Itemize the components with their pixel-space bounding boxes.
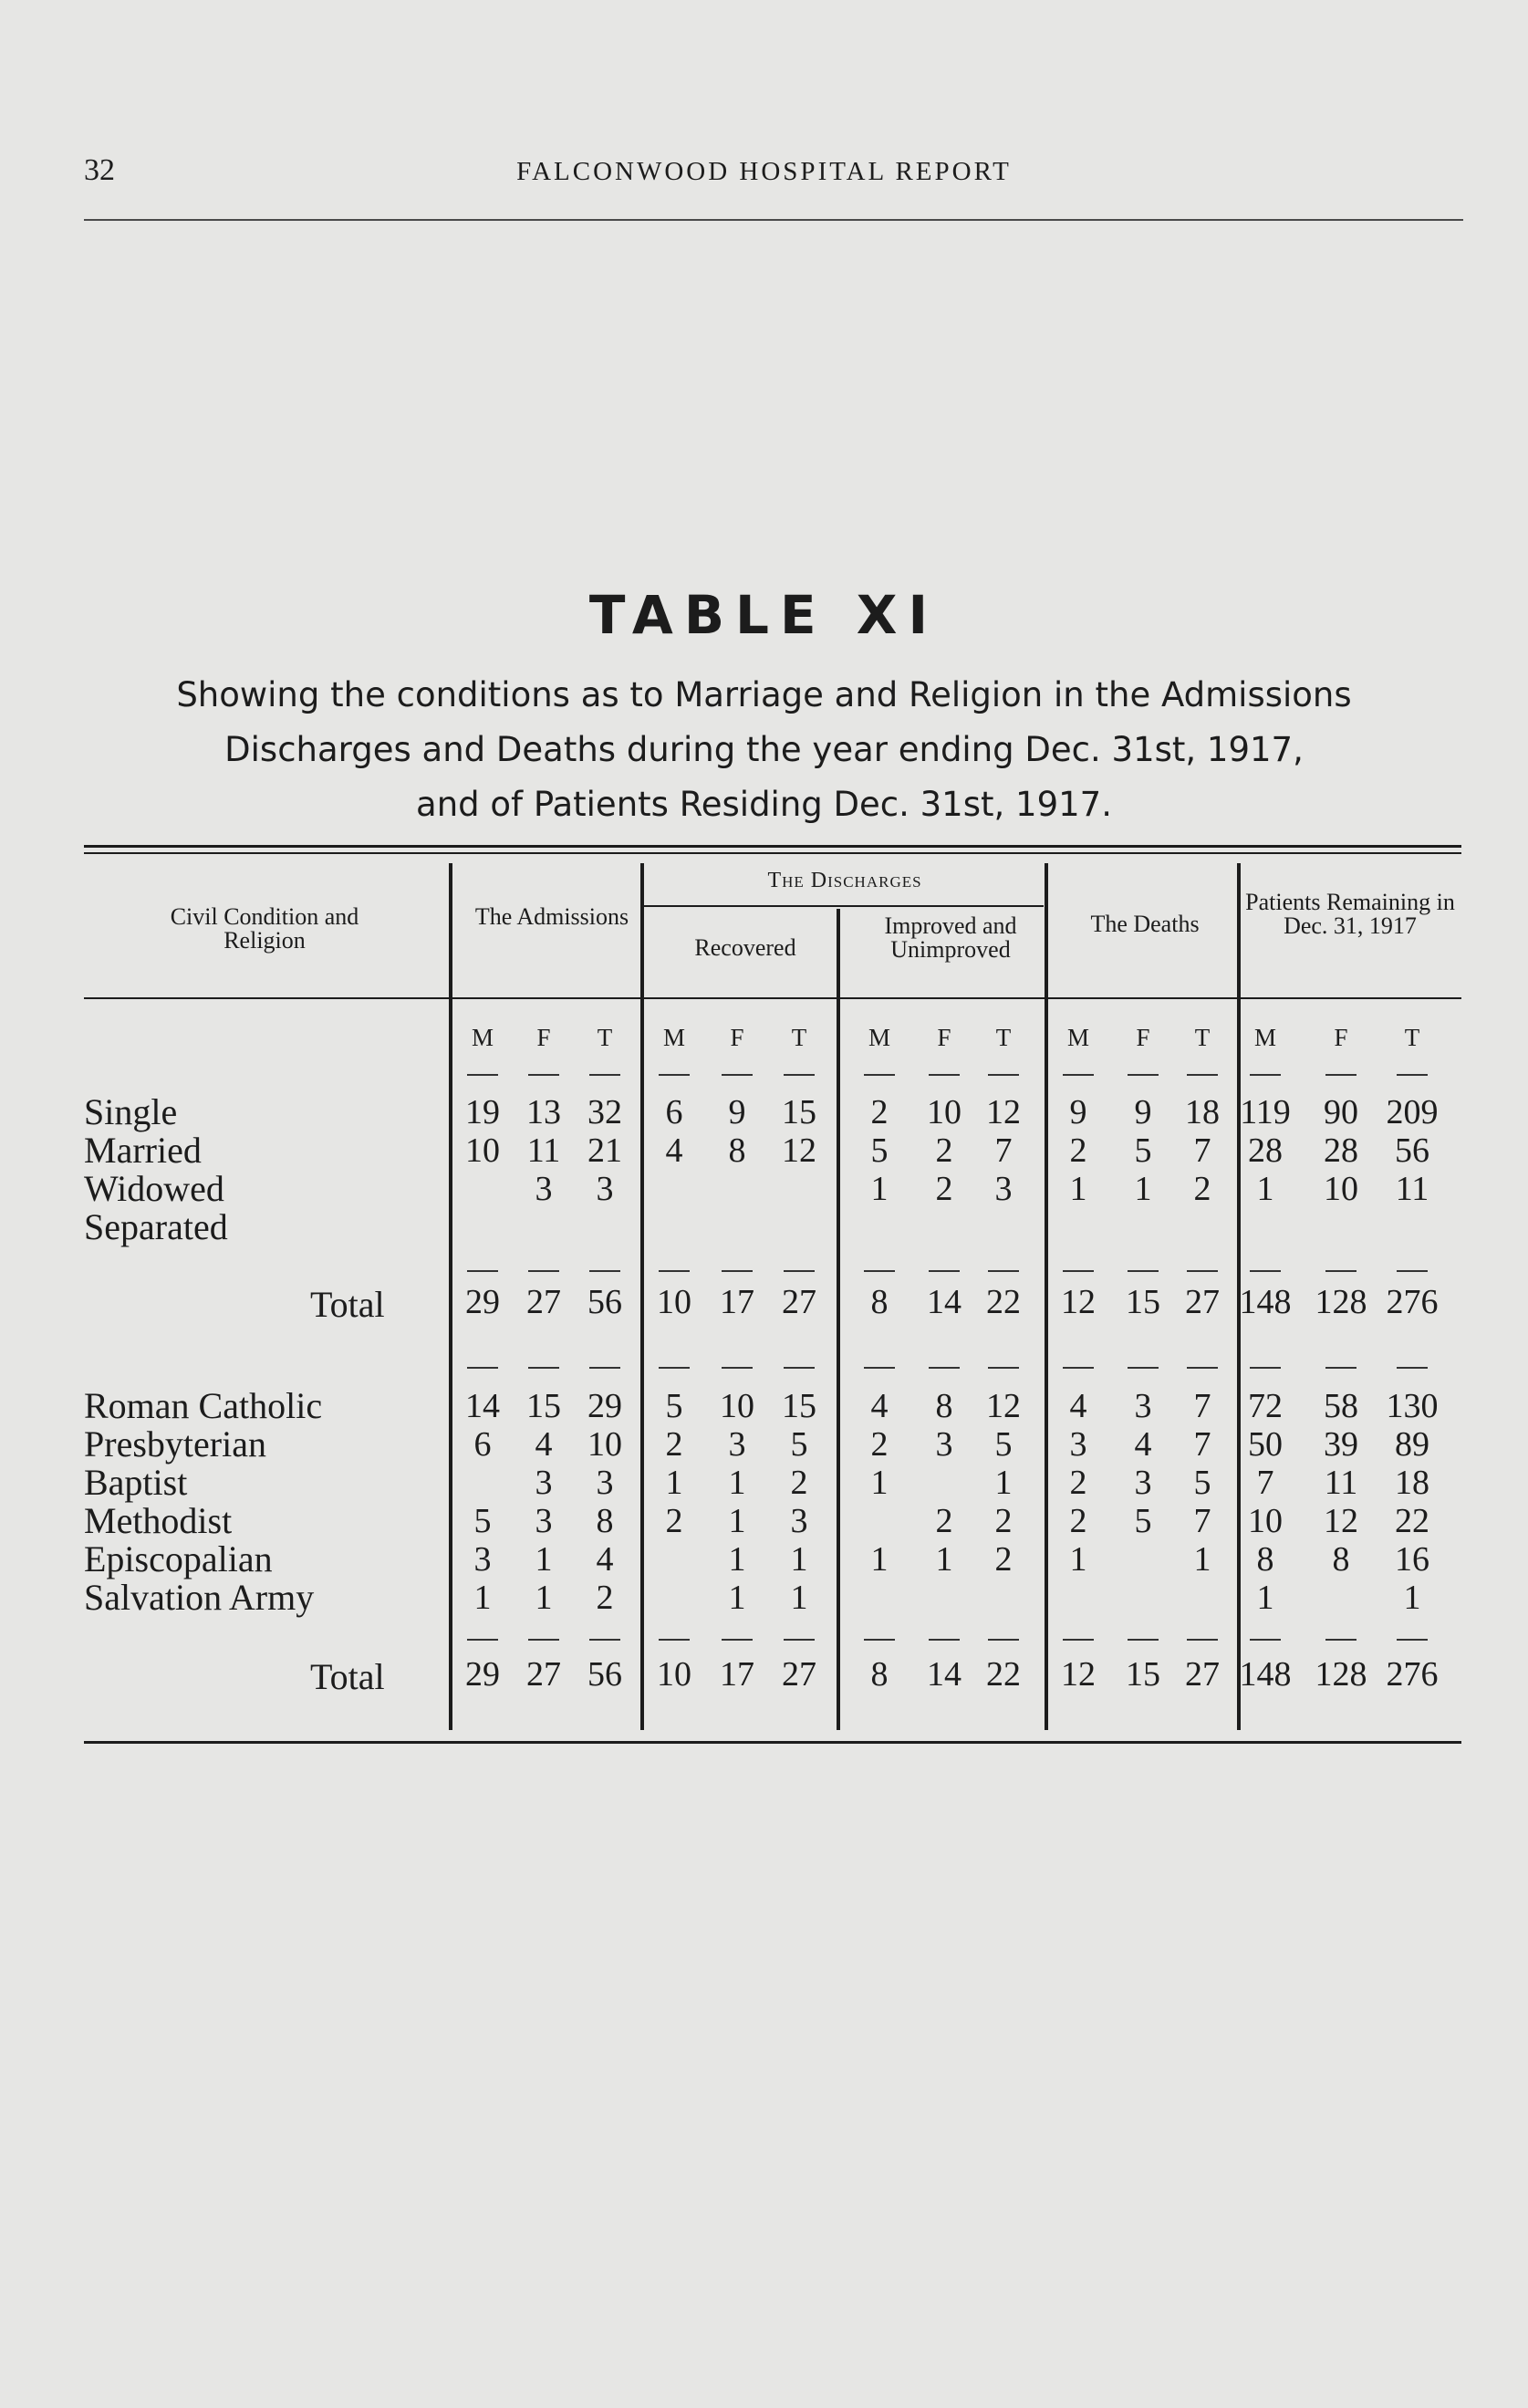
total-cell: 17 <box>720 1283 754 1321</box>
table-cell: 6 <box>665 1093 683 1131</box>
separator-dash <box>467 1074 498 1076</box>
table-cell: 3 <box>596 1464 614 1502</box>
separator-dash <box>467 1270 498 1272</box>
table-cell: 3 <box>1134 1387 1152 1425</box>
separator-dash <box>1325 1270 1356 1272</box>
table-cell: 1 <box>1069 1170 1087 1208</box>
separator-dash <box>528 1367 559 1369</box>
table-cell: 2 <box>994 1502 1013 1540</box>
table-cell: 29 <box>587 1387 622 1425</box>
total-cell: 10 <box>657 1283 691 1321</box>
table-cell: 10 <box>1248 1502 1283 1540</box>
header-deaths: The Deaths <box>1090 911 1200 937</box>
page-number: 32 <box>84 153 115 187</box>
table-cell: 1 <box>1256 1579 1274 1617</box>
table-cell: 13 <box>526 1093 561 1131</box>
table-cell: 89 <box>1395 1425 1429 1464</box>
separator-dash <box>1128 1367 1159 1369</box>
table-cell: 7 <box>1193 1425 1211 1464</box>
sub-header-f: F <box>1136 1024 1150 1051</box>
table-cell: 1 <box>535 1579 553 1617</box>
table-cell: 8 <box>1256 1540 1274 1579</box>
table-cell: 15 <box>526 1387 561 1425</box>
table-cell: 8 <box>596 1502 614 1540</box>
table-cell: 7 <box>1256 1464 1274 1502</box>
subtitle-line-3: and of Patients Residing Dec. 31st, 1917. <box>416 785 1112 824</box>
row-label: Episcopalian <box>84 1538 273 1579</box>
sub-header-f: F <box>937 1024 951 1051</box>
table-cell: 1 <box>1134 1170 1152 1208</box>
table-cell: 8 <box>1332 1540 1350 1579</box>
row-label: Widowed <box>84 1168 224 1209</box>
separator-dash <box>1250 1367 1281 1369</box>
sub-header-t: T <box>597 1024 613 1051</box>
sub-header-m: M <box>1066 1024 1089 1051</box>
separator-dash <box>1063 1074 1094 1076</box>
separator-dash <box>929 1270 960 1272</box>
separator-dash <box>1325 1074 1356 1076</box>
total-cell: 14 <box>927 1283 961 1321</box>
total-cell: 27 <box>526 1655 561 1694</box>
total-cell: 12 <box>1061 1283 1096 1321</box>
table-title: TABLE XI <box>588 584 940 646</box>
sub-header-t: T <box>1194 1024 1211 1051</box>
total-cell: 15 <box>1126 1283 1160 1321</box>
table-cell: 4 <box>535 1425 553 1464</box>
separator-dash <box>1187 1270 1218 1272</box>
separator-dash <box>659 1367 690 1369</box>
row-label: Single <box>84 1091 178 1132</box>
separator-dash <box>988 1074 1019 1076</box>
separator-dash <box>988 1367 1019 1369</box>
sub-header-f: F <box>1334 1024 1348 1051</box>
table-cell: 3 <box>1069 1425 1087 1464</box>
table-cell: 7 <box>994 1131 1013 1170</box>
table-cell: 11 <box>1395 1170 1429 1208</box>
table-cell: 2 <box>790 1464 808 1502</box>
table-cell: 2 <box>935 1502 953 1540</box>
table-cell: 7 <box>1193 1387 1211 1425</box>
header-bottom-rule <box>84 997 1461 999</box>
table-cell: 209 <box>1386 1093 1439 1131</box>
table-cell: 28 <box>1248 1131 1283 1170</box>
separator-dash <box>1397 1639 1428 1641</box>
table-cell: 3 <box>596 1170 614 1208</box>
table-cell: 2 <box>870 1093 889 1131</box>
table-cell: 4 <box>596 1540 614 1579</box>
separator-dash <box>1128 1270 1159 1272</box>
running-title: FALCONWOOD HOSPITAL REPORT <box>516 157 1012 186</box>
table-cell: 8 <box>935 1387 953 1425</box>
table-cell: 10 <box>1324 1170 1358 1208</box>
separator-dash <box>589 1367 620 1369</box>
table-cell: 2 <box>596 1579 614 1617</box>
separator-dash <box>1128 1074 1159 1076</box>
table-cell: 3 <box>935 1425 953 1464</box>
table-cell: 1 <box>728 1579 746 1617</box>
table-cell: 10 <box>720 1387 754 1425</box>
table-cell: 1 <box>473 1579 492 1617</box>
table-cell: 4 <box>1134 1425 1152 1464</box>
separator-dash <box>528 1270 559 1272</box>
table-cell: 2 <box>935 1131 953 1170</box>
table-cell: 130 <box>1386 1387 1439 1425</box>
total-cell: 27 <box>782 1283 816 1321</box>
separator-dash <box>988 1270 1019 1272</box>
separator-dash <box>1397 1367 1428 1369</box>
total-cell: 22 <box>986 1655 1021 1694</box>
table-cell: 4 <box>870 1387 889 1425</box>
table-cell: 58 <box>1324 1387 1358 1425</box>
separator-dash <box>988 1639 1019 1641</box>
table-cell: 5 <box>790 1425 808 1464</box>
separator-dash <box>589 1639 620 1641</box>
row-label: Separated <box>84 1206 228 1247</box>
total-cell: 27 <box>1185 1655 1220 1694</box>
table-cell: 56 <box>1395 1131 1429 1170</box>
separator-dash <box>659 1639 690 1641</box>
separator-dash <box>784 1367 815 1369</box>
total-cell: 27 <box>1185 1283 1220 1321</box>
total-label: Total <box>310 1284 385 1325</box>
separator-dash <box>864 1270 895 1272</box>
table-cell: 8 <box>728 1131 746 1170</box>
table-cell: 4 <box>1069 1387 1087 1425</box>
table-cell: 7 <box>1193 1131 1211 1170</box>
row-label: Presbyterian <box>84 1423 266 1465</box>
separator-dash <box>1063 1639 1094 1641</box>
sub-header-t: T <box>791 1024 807 1051</box>
total-cell: 12 <box>1061 1655 1096 1694</box>
total-cell: 14 <box>927 1655 961 1694</box>
separator-dash <box>528 1074 559 1076</box>
table-cell: 12 <box>782 1131 816 1170</box>
table-cell: 39 <box>1324 1425 1358 1464</box>
total-cell: 148 <box>1239 1283 1292 1321</box>
separator-dash <box>1325 1639 1356 1641</box>
sub-header-t: T <box>995 1024 1012 1051</box>
separator-dash <box>929 1639 960 1641</box>
total-cell: 15 <box>1126 1655 1160 1694</box>
table-cell: 1 <box>1403 1579 1421 1617</box>
separator-dash <box>1250 1639 1281 1641</box>
sub-header-t: T <box>1404 1024 1420 1051</box>
separator-dash <box>1063 1270 1094 1272</box>
header-improved: Improved and Unimproved <box>884 912 1017 963</box>
row-label: Salvation Army <box>84 1577 315 1618</box>
header-recovered: Recovered <box>694 934 796 961</box>
table-cell: 11 <box>1324 1464 1358 1502</box>
table-cell: 90 <box>1324 1093 1358 1131</box>
table-cell: 9 <box>1134 1093 1152 1131</box>
table-cell: 3 <box>1134 1464 1152 1502</box>
separator-dash <box>1250 1074 1281 1076</box>
separator-dash <box>467 1367 498 1369</box>
separator-dash <box>784 1074 815 1076</box>
table-cell: 12 <box>986 1387 1021 1425</box>
separator-dash <box>784 1639 815 1641</box>
table-cell: 1 <box>935 1540 953 1579</box>
total-cell: 56 <box>587 1655 622 1694</box>
separator-dash <box>1187 1074 1218 1076</box>
separator-dash <box>864 1367 895 1369</box>
separator-dash <box>722 1270 753 1272</box>
separator-dash <box>784 1270 815 1272</box>
row-label: Baptist <box>84 1462 188 1503</box>
table-cell: 1 <box>870 1170 889 1208</box>
sub-header-m: M <box>1253 1024 1276 1051</box>
table-cell: 3 <box>790 1502 808 1540</box>
discharges-rule <box>642 905 1044 907</box>
table-cell: 28 <box>1324 1131 1358 1170</box>
separator-dash <box>864 1074 895 1076</box>
table-cell: 11 <box>526 1131 561 1170</box>
table-cell: 1 <box>728 1464 746 1502</box>
separator-dash <box>1187 1367 1218 1369</box>
separator-dash <box>722 1367 753 1369</box>
total-cell: 128 <box>1315 1655 1367 1694</box>
total-cell: 8 <box>870 1655 889 1694</box>
header-rule <box>84 219 1463 221</box>
table-cell: 3 <box>473 1540 492 1579</box>
table-cell: 2 <box>1069 1131 1087 1170</box>
subtitle-line-1: Showing the conditions as to Marriage and Religion in the Admissions <box>176 675 1352 714</box>
table-cell: 3 <box>535 1502 553 1540</box>
row-label: Married <box>84 1130 202 1171</box>
table-cell: 3 <box>535 1170 553 1208</box>
total-cell: 8 <box>870 1283 889 1321</box>
table-cell: 5 <box>870 1131 889 1170</box>
table-cell: 5 <box>1134 1502 1152 1540</box>
sub-header-m: M <box>471 1024 494 1051</box>
sub-header-f: F <box>536 1024 551 1051</box>
table-cell: 2 <box>665 1425 683 1464</box>
table-cell: 10 <box>927 1093 961 1131</box>
table-cell: 1 <box>870 1464 889 1502</box>
total-cell: 22 <box>986 1283 1021 1321</box>
table-cell: 5 <box>1193 1464 1211 1502</box>
table-bottom-rule <box>84 1741 1461 1744</box>
table-cell: 14 <box>465 1387 500 1425</box>
total-cell: 29 <box>465 1283 500 1321</box>
table-cell: 119 <box>1240 1093 1291 1131</box>
table-cell: 3 <box>535 1464 553 1502</box>
total-cell: 17 <box>720 1655 754 1694</box>
table-top-rule <box>84 845 1461 848</box>
table-cell: 1 <box>870 1540 889 1579</box>
table-cell: 3 <box>728 1425 746 1464</box>
table-cell: 1 <box>790 1540 808 1579</box>
header-remaining: Patients Remaining in Dec. 31, 1917 <box>1245 889 1455 939</box>
table-cell: 1 <box>1069 1540 1087 1579</box>
table-cell: 22 <box>1395 1502 1429 1540</box>
table-top-rule-2 <box>84 852 1461 854</box>
table-cell: 15 <box>782 1093 816 1131</box>
table-cell: 12 <box>986 1093 1021 1131</box>
sub-header-f: F <box>730 1024 744 1051</box>
table-cell: 2 <box>870 1425 889 1464</box>
separator-dash <box>722 1639 753 1641</box>
subtitle-line-2: Discharges and Deaths during the year ending Dec. 31st, 1917, <box>224 730 1304 769</box>
table-cell: 1 <box>728 1502 746 1540</box>
separator-dash <box>929 1074 960 1076</box>
table-cell: 1 <box>790 1579 808 1617</box>
table-cell: 72 <box>1248 1387 1283 1425</box>
sub-header-m: M <box>868 1024 890 1051</box>
table-cell: 19 <box>465 1093 500 1131</box>
total-cell: 148 <box>1239 1655 1292 1694</box>
table-cell: 5 <box>994 1425 1013 1464</box>
separator-dash <box>1250 1270 1281 1272</box>
table-cell: 5 <box>1134 1131 1152 1170</box>
table-cell: 4 <box>665 1131 683 1170</box>
table-cell: 32 <box>587 1093 622 1131</box>
separator-dash <box>659 1074 690 1076</box>
table-cell: 10 <box>465 1131 500 1170</box>
separator-dash <box>1397 1074 1428 1076</box>
table-cell: 1 <box>994 1464 1013 1502</box>
separator-dash <box>467 1639 498 1641</box>
total-cell: 276 <box>1386 1655 1439 1694</box>
total-cell: 56 <box>587 1283 622 1321</box>
header-civil-condition: Civil Condition and Religion <box>170 903 359 954</box>
sub-header-m: M <box>662 1024 685 1051</box>
total-cell: 29 <box>465 1655 500 1694</box>
separator-dash <box>528 1639 559 1641</box>
table-cell: 1 <box>1193 1540 1211 1579</box>
table-cell: 9 <box>728 1093 746 1131</box>
table-cell: 6 <box>473 1425 492 1464</box>
separator-dash <box>1063 1367 1094 1369</box>
separator-dash <box>1397 1270 1428 1272</box>
total-cell: 10 <box>657 1655 691 1694</box>
table-cell: 1 <box>535 1540 553 1579</box>
total-cell: 128 <box>1315 1283 1367 1321</box>
table-cell: 18 <box>1185 1093 1220 1131</box>
table-cell: 5 <box>473 1502 492 1540</box>
table-cell: 1 <box>665 1464 683 1502</box>
table-cell: 2 <box>1193 1170 1211 1208</box>
divider-after-recovered <box>837 909 840 1730</box>
header-discharges: The Discharges <box>767 869 922 892</box>
table-cell: 18 <box>1395 1464 1429 1502</box>
row-label: Roman Catholic <box>84 1385 323 1426</box>
separator-dash <box>864 1639 895 1641</box>
separator-dash <box>929 1367 960 1369</box>
table-cell: 15 <box>782 1387 816 1425</box>
total-cell: 27 <box>782 1655 816 1694</box>
table-cell: 2 <box>994 1540 1013 1579</box>
separator-dash <box>1128 1639 1159 1641</box>
table-cell: 21 <box>587 1131 622 1170</box>
table-cell: 16 <box>1395 1540 1429 1579</box>
table-cell: 12 <box>1324 1502 1358 1540</box>
row-label: Methodist <box>84 1500 233 1541</box>
table-cell: 2 <box>935 1170 953 1208</box>
total-cell: 27 <box>526 1283 561 1321</box>
table-cell: 1 <box>728 1540 746 1579</box>
table-cell: 2 <box>665 1502 683 1540</box>
table-cell: 7 <box>1193 1502 1211 1540</box>
table-cell: 50 <box>1248 1425 1283 1464</box>
table-cell: 10 <box>587 1425 622 1464</box>
total-cell: 276 <box>1386 1283 1439 1321</box>
table-cell: 5 <box>665 1387 683 1425</box>
table-cell: 2 <box>1069 1464 1087 1502</box>
table-cell: 1 <box>1256 1170 1274 1208</box>
separator-dash <box>1187 1639 1218 1641</box>
separator-dash <box>589 1270 620 1272</box>
total-label: Total <box>310 1656 385 1697</box>
separator-dash <box>722 1074 753 1076</box>
header-admissions: The Admissions <box>474 903 629 930</box>
separator-dash <box>1325 1367 1356 1369</box>
separator-dash <box>659 1270 690 1272</box>
separator-dash <box>589 1074 620 1076</box>
table-cell: 9 <box>1069 1093 1087 1131</box>
table-cell: 3 <box>994 1170 1013 1208</box>
table-cell: 2 <box>1069 1502 1087 1540</box>
